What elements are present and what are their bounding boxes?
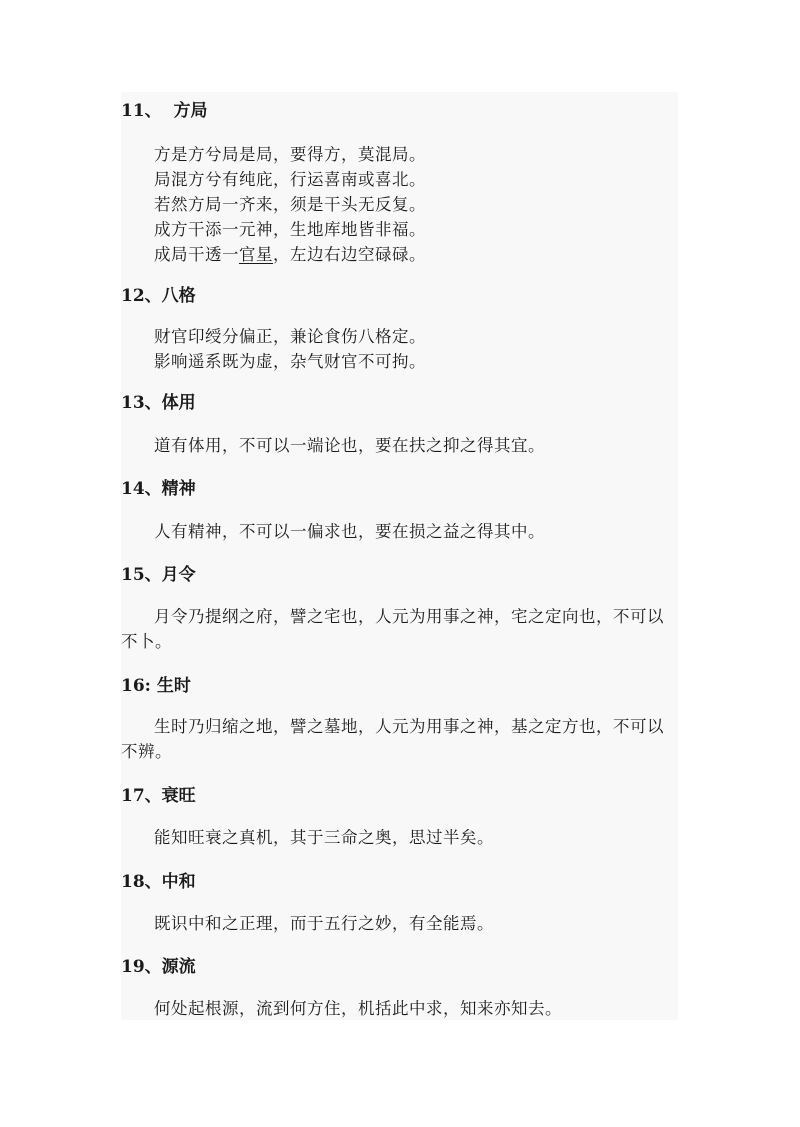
verse-text: 成局干透一 [154,245,239,264]
section-heading-15 [121,564,196,586]
paragraph: 月令乃提纲之府，譬之宅也，人元为用事之神，宅之定向也，不可以不卜。 [121,607,664,651]
underlined-term: 官星 [239,245,273,264]
section-heading-14 [121,478,196,500]
section-title: 月令 [161,565,196,585]
section-title: 生时 [156,676,191,696]
section-separator: 、 [144,101,162,121]
section-separator: 、 [144,872,162,892]
section-title: 衰旺 [161,786,196,806]
section-title: 精神 [161,479,196,499]
section-number: 18 [121,872,145,892]
paragraph: 生时乃归缩之地，譬之墓地，人元为用事之神，基之定方也，不可以不辨。 [121,717,664,761]
section-title: 八格 [161,286,196,306]
section-heading-13 [121,392,196,414]
section-number: 19 [121,957,145,977]
section-separator: 、 [144,393,162,413]
paragraph: 何处起根源，流到何方住，机括此中求，知来亦知去。 [154,999,562,1018]
section-number: 11 [121,101,145,121]
section-title: 源流 [161,957,196,977]
section-heading-16 [121,675,191,697]
section-number: 16 [121,676,145,696]
section-heading-17 [121,785,196,807]
verse-line: 若然方局一齐来，须是干头无反复。 [154,195,426,214]
section-separator: 、 [144,957,162,977]
verse-line: 方是方兮局是局，要得方，莫混局。 [154,145,426,164]
section-separator: 、 [144,565,162,585]
verse-line [154,242,426,267]
paragraph: 道有体用，不可以一端论也，要在扶之抑之得其宜。 [154,436,545,455]
section-separator: 、 [144,479,162,499]
verse-line: 局混方兮有纯庇，行运喜南或喜北。 [154,170,426,189]
document-page [121,92,678,1020]
section-heading-18 [121,871,196,893]
verse-line: 财官印绶分偏正，兼论食伤八格定。 [154,327,426,346]
section-separator: 、 [144,786,162,806]
verse-text: ，左边右边空碌碌。 [273,245,426,264]
section-number: 14 [121,479,145,499]
section-number: 13 [121,393,145,413]
section-number: 12 [121,286,145,306]
verse-line: 成方干添一元神，生地库地皆非福。 [154,220,426,239]
section-heading-12 [121,285,196,307]
section-title: 方局 [173,101,208,121]
section-title: 体用 [161,393,196,413]
section-separator: 、 [144,286,162,306]
section-heading-19 [121,956,196,978]
verse-line: 影响遥系既为虚，杂气财官不可拘。 [154,352,426,371]
paragraph: 能知旺衰之真机，其于三命之奥，思过半矣。 [154,828,494,847]
section-title: 中和 [161,872,196,892]
paragraph: 既识中和之正理，而于五行之妙，有全能焉。 [154,914,494,933]
section-separator: : [144,676,151,696]
section-heading-11 [121,100,208,122]
paragraph: 人有精神，不可以一偏求也，要在损之益之得其中。 [154,522,545,541]
section-number: 15 [121,565,145,585]
section-number: 17 [121,786,145,806]
